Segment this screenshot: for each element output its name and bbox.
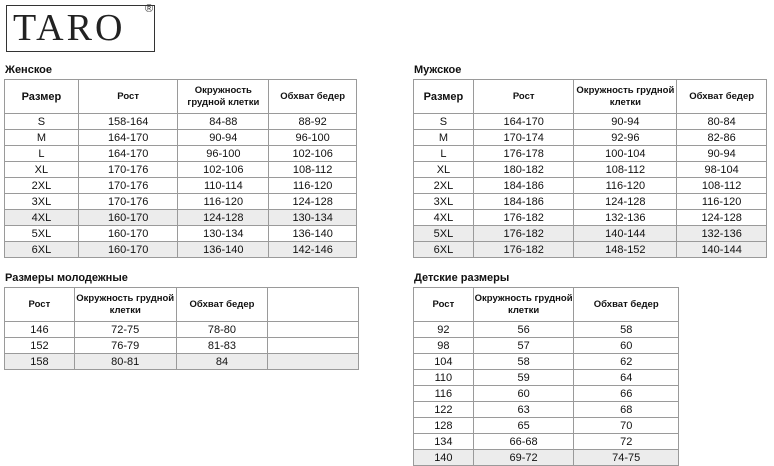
cell: 59 [473,370,574,386]
taro-logo [6,5,155,52]
col-header-hips: Обхват бедер [677,80,767,114]
cell: XL [5,162,79,178]
cell: 57 [473,338,574,354]
cell: 4XL [414,210,474,226]
col-header-hips: Обхват бедер [269,80,357,114]
col-header-chest: Окружность грудной клетки [473,288,574,322]
women-title: Женское [5,64,53,76]
cell: 116-120 [269,178,357,194]
cell: 6XL [5,242,79,258]
table-row [5,194,357,210]
table-row [414,242,767,258]
cell [268,338,359,354]
table-row [5,114,357,130]
cell: 130-134 [269,210,357,226]
col-header-height: Рост [78,80,178,114]
cell: 60 [473,386,574,402]
cell: 160-170 [78,210,178,226]
logo-text: TARO [13,7,126,49]
cell: 98 [414,338,474,354]
cell: M [5,130,79,146]
cell: 142-146 [269,242,357,258]
cell: 92 [414,322,474,338]
table-row [414,354,679,370]
youth-title: Размеры молодежные [5,272,128,284]
cell: 96-100 [178,146,269,162]
cell: 124-128 [574,194,677,210]
col-header-empty [268,288,359,322]
table-row [414,370,679,386]
cell: 96-100 [269,130,357,146]
table-row [414,146,767,162]
cell: 122 [414,402,474,418]
table-row [414,226,767,242]
cell: 90-94 [574,114,677,130]
cell: 5XL [5,226,79,242]
table-row [5,130,357,146]
table-row [414,130,767,146]
cell: 72 [574,434,679,450]
cell: 136-140 [178,242,269,258]
cell: S [5,114,79,130]
cell: 160-170 [78,226,178,242]
cell: 140 [414,450,474,466]
table-row [5,354,359,370]
cell: 164-170 [78,146,178,162]
cell [268,354,359,370]
cell: 164-170 [78,130,178,146]
table-row [414,162,767,178]
table-row [5,162,357,178]
cell: 132-136 [677,226,767,242]
cell: 90-94 [178,130,269,146]
cell: 81-83 [176,338,268,354]
cell: 170-176 [78,178,178,194]
cell: 98-104 [677,162,767,178]
cell: 170-176 [78,194,178,210]
cell: 102-106 [178,162,269,178]
table-row [414,450,679,466]
cell: 62 [574,354,679,370]
cell: 176-182 [473,226,574,242]
cell: 116-120 [677,194,767,210]
cell: 4XL [5,210,79,226]
cell: 116-120 [574,178,677,194]
cell: 84 [176,354,268,370]
cell: 124-128 [677,210,767,226]
cell: 60 [574,338,679,354]
table-row [414,402,679,418]
cell: 110 [414,370,474,386]
table-row [414,434,679,450]
cell: 140-144 [677,242,767,258]
cell: 180-182 [473,162,574,178]
cell: 76-79 [74,338,176,354]
table-row [5,226,357,242]
cell: 136-140 [269,226,357,242]
table-row [414,114,767,130]
cell: 6XL [414,242,474,258]
table-row [5,242,357,258]
cell: 108-112 [269,162,357,178]
cell: 68 [574,402,679,418]
cell: 134 [414,434,474,450]
table-row [5,322,359,338]
cell: 84-88 [178,114,269,130]
cell: 108-112 [677,178,767,194]
cell: 72-75 [74,322,176,338]
cell: 3XL [5,194,79,210]
cell: 110-114 [178,178,269,194]
youth-table [4,287,359,370]
col-header-chest: Окружность грудной клетки [574,80,677,114]
cell: 3XL [414,194,474,210]
cell: 100-104 [574,146,677,162]
table-row [414,418,679,434]
table-row [5,338,359,354]
cell: 2XL [414,178,474,194]
col-header-chest: Окружность грудной клетки [74,288,176,322]
cell: 176-182 [473,210,574,226]
table-row [5,210,357,226]
cell: 140-144 [574,226,677,242]
cell: 90-94 [677,146,767,162]
cell: 170-176 [78,162,178,178]
cell: 88-92 [269,114,357,130]
cell: 116 [414,386,474,402]
cell: 66-68 [473,434,574,450]
cell: 82-86 [677,130,767,146]
table-row [5,146,357,162]
col-header-height: Рост [414,288,474,322]
cell: 146 [5,322,75,338]
col-header-hips: Обхват бедер [176,288,268,322]
cell: L [414,146,474,162]
cell: 132-136 [574,210,677,226]
cell: 130-134 [178,226,269,242]
cell: 80-81 [74,354,176,370]
registered-mark: ® [145,3,154,15]
cell: S [414,114,474,130]
col-header-height: Рост [5,288,75,322]
cell: 108-112 [574,162,677,178]
table-row [414,178,767,194]
cell: 124-128 [269,194,357,210]
cell: 158-164 [78,114,178,130]
table-row [414,386,679,402]
kids-table [413,287,679,466]
cell: 152 [5,338,75,354]
col-header-chest: Окружность грудной клетки [178,80,269,114]
cell: 58 [473,354,574,370]
men-title: Мужское [414,64,462,76]
cell: 124-128 [178,210,269,226]
cell: 58 [574,322,679,338]
cell: 56 [473,322,574,338]
cell: 102-106 [269,146,357,162]
cell: 2XL [5,178,79,194]
col-header-height: Рост [473,80,574,114]
cell: 70 [574,418,679,434]
cell: 176-178 [473,146,574,162]
col-header-size: Размер [414,80,474,114]
cell: 65 [473,418,574,434]
cell: 148-152 [574,242,677,258]
cell: 69-72 [473,450,574,466]
cell: XL [414,162,474,178]
cell: 170-174 [473,130,574,146]
cell: 116-120 [178,194,269,210]
cell: 5XL [414,226,474,242]
cell: 78-80 [176,322,268,338]
cell: 184-186 [473,194,574,210]
col-header-hips: Обхват бедер [574,288,679,322]
cell: 184-186 [473,178,574,194]
table-row [414,210,767,226]
kids-title: Детские размеры [414,272,510,284]
cell: 128 [414,418,474,434]
cell: 66 [574,386,679,402]
table-row [414,322,679,338]
col-header-size: Размер [5,80,79,114]
cell: L [5,146,79,162]
cell: 160-170 [78,242,178,258]
cell: 158 [5,354,75,370]
table-row [414,338,679,354]
cell: 104 [414,354,474,370]
cell: 64 [574,370,679,386]
cell [268,322,359,338]
table-row [414,194,767,210]
men-table [413,79,767,258]
cell: 74-75 [574,450,679,466]
women-table [4,79,357,258]
cell: 176-182 [473,242,574,258]
cell: 92-96 [574,130,677,146]
cell: 63 [473,402,574,418]
cell: 164-170 [473,114,574,130]
table-row [5,178,357,194]
cell: 80-84 [677,114,767,130]
cell: M [414,130,474,146]
